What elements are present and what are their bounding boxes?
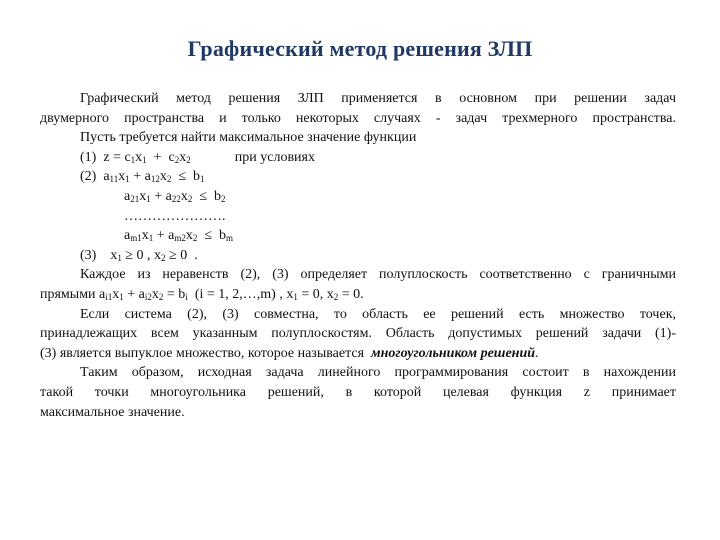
equation-condition-label: при условиях — [234, 149, 315, 165]
paragraph-feasible-line-1: Если система (2), (3) совместна, то область ее решений есть множество точек, — [80, 306, 676, 322]
boundary-lines-prefix: прямыми a — [40, 286, 106, 302]
paragraph-task: Пусть требуется найти максимальное значение функции — [80, 130, 417, 146]
constraint-m: $a_{m1}x_1 + a_{m2}x_2 \le b_m$ — [124, 228, 234, 244]
term-solution-polygon: многоугольником решений — [371, 345, 536, 361]
equation-number-3: (3) — [80, 247, 97, 263]
paragraph-feasible-line-2: принадлежащих всем указанным полуплоскостям. Область допустимых решений задачи (1)- — [40, 326, 676, 342]
paragraph-intro-line-2: двумерного пространства и только некоторых случаях - задач трехмерного пространства. — [40, 110, 676, 126]
equation-nonnegativity: (3) $x_1 \ge 0$ , $x_2 \ge 0$ . — [80, 247, 198, 263]
paragraph-halfplane-line-1: Каждое из неравенств (2), (3) определяет полуплоскость соответственно с граничными — [80, 267, 676, 283]
equation-objective: (1) $z = c_1x_1 + c_2x_2$ при условиях — [80, 149, 315, 165]
paragraph-feasible-line-3: (3) является выпуклое множество, которое называется многоугольником решений. — [40, 345, 539, 361]
paragraph-conclusion-line-2: такой точки многоугольника решений, в которой целевая функция z принимает — [40, 384, 676, 400]
slide-title: Графический метод решения ЗЛП — [187, 36, 533, 61]
paragraph-halfplane-line-2: прямыми $a_{i1}x_1 + a_{i2}x_2 = b_i$ (i = 1, 2,…,m) , $x_1 = 0$, $x_2 = 0$. — [40, 286, 364, 302]
feasible-region-text: (3) является выпуклое множество, которое называется — [40, 345, 365, 361]
boundary-lines-index-range: (i = 1, 2,…,m) , x — [194, 286, 294, 302]
constraint-1: (2) $a_{11}x_1 + a_{12}x_2 \le b_1$ — [80, 169, 205, 185]
equation-number-1: (1) — [80, 149, 97, 165]
equation-number-2: (2) — [80, 169, 97, 185]
slide-body — [40, 89, 676, 422]
paragraph-conclusion-line-1: Таким образом, исходная задача линейного программирования состоит в нахождении — [80, 365, 676, 381]
paragraph-intro-line-1: Графический метод решения ЗЛП применяется в основном при решении задач — [80, 91, 676, 106]
paragraph-conclusion-line-3: максимальное значение. — [40, 404, 185, 420]
constraint-ellipsis: …………………. — [124, 208, 226, 224]
constraint-2: $a_{21}x_1 + a_{22}x_2 \le b_2$ — [124, 188, 226, 204]
